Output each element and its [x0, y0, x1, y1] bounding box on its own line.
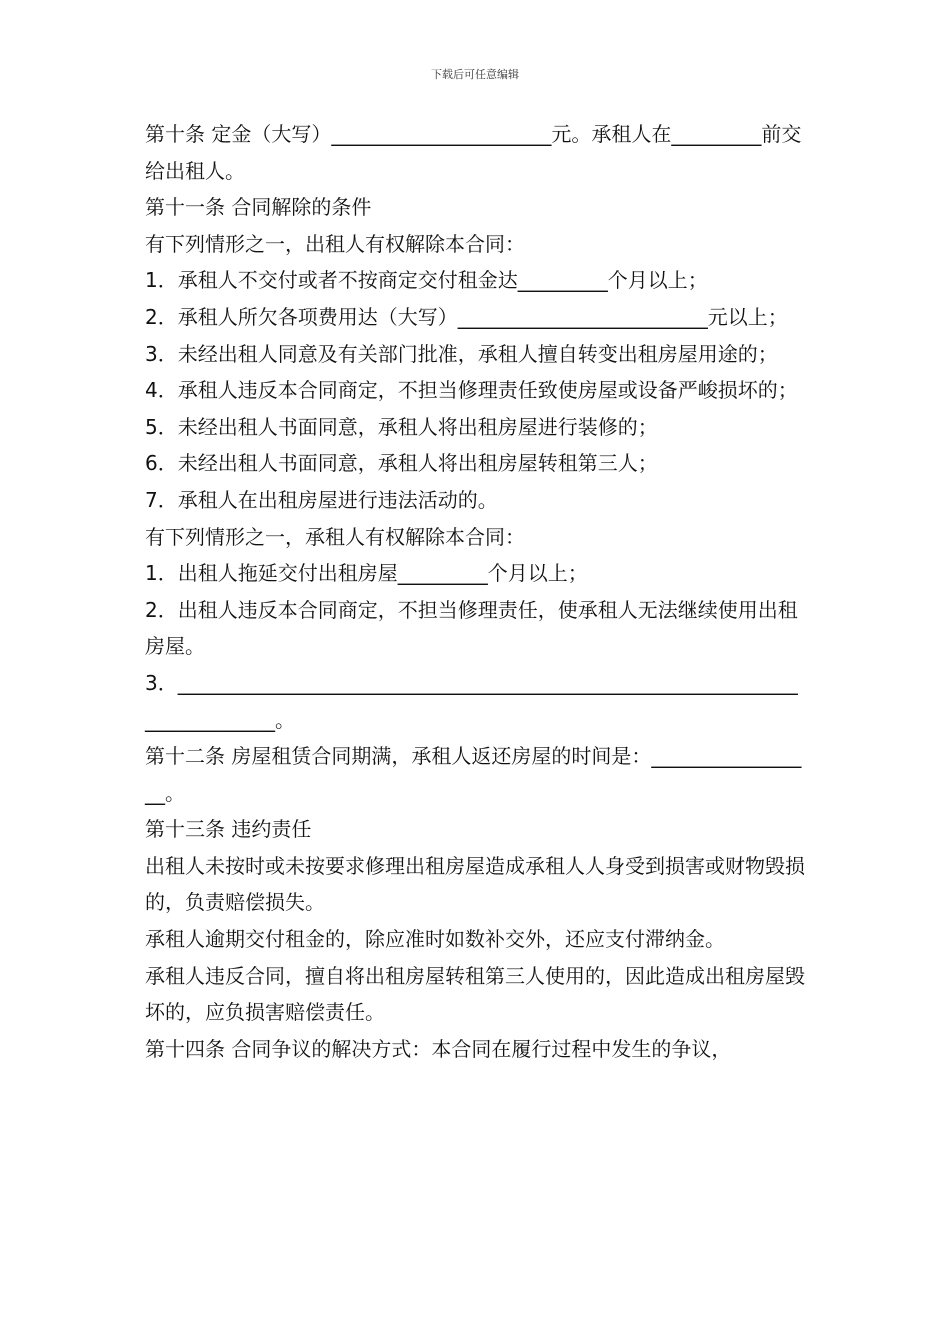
list-item: 3．未经出租人同意及有关部门批准，承租人擅自转变出租房屋用途的； — [145, 341, 778, 366]
list-item: 7．承租人在出租房屋进行违法活动的。 — [145, 487, 498, 512]
list-item: 4．承租人违反本合同商定，不担当修理责任致使房屋或设备严峻损坏的； — [145, 378, 798, 403]
list-item: 2．承租人所欠各项费用达（大写）_________________________元以上； — [145, 304, 788, 329]
paragraph-article-11-heading: 第十一条 合同解除的条件 — [145, 195, 372, 220]
document-body — [145, 116, 807, 1067]
list-item: 1．承租人不交付或者不按商定交付租金达_________个月以上； — [145, 268, 708, 293]
list-item: 2．出租人违反本合同商定，不担当修理责任，使承租人无法继续使用出租房屋。 — [145, 597, 798, 659]
list-item: 5．未经出租人书面同意，承租人将出租房屋进行装修的； — [145, 414, 658, 439]
paragraph-article-10-deposit: 第十条 定金（大写）______________________元。承租人在_________前交给出租人。 — [145, 122, 802, 183]
paragraph-lessor-termination-intro: 有下列情形之一，出租人有权解除本合同： — [145, 231, 525, 256]
list-item: 3．___________________________________________________________________________。 — [145, 670, 798, 732]
paragraph-article-13-heading: 第十三条 违约责任 — [145, 817, 312, 842]
paragraph-liability-late-rent: 承租人逾期交付租金的，除应准时如数补交外，还应支付滞纳金。 — [145, 927, 725, 952]
paragraph-lessee-termination-intro: 有下列情形之一，承租人有权解除本合同： — [145, 524, 525, 549]
paragraph-article-12-return: 第十二条 房屋租赁合同期满，承租人返还房屋的时间是：_________________。 — [145, 744, 802, 805]
list-item: 1．出租人拖延交付出租房屋_________个月以上； — [145, 561, 588, 586]
page-header: 下载后可任意编辑 — [431, 68, 519, 81]
paragraph-liability-lessor: 出租人未按时或未按要求修理出租房屋造成承租人人身受到损害或财物毁损的，负责赔偿损失。 — [145, 853, 805, 915]
paragraph-liability-sublease: 承租人违反合同，擅自将出租房屋转租第三人使用的，因此造成出租房屋毁坏的，应负损害赔偿责任。 — [145, 963, 805, 1025]
list-item: 6．未经出租人书面同意，承租人将出租房屋转租第三人； — [145, 451, 658, 476]
paragraph-article-14-dispute: 第十四条 合同争议的解决方式：本合同在履行过程中发生的争议， — [145, 1036, 732, 1061]
